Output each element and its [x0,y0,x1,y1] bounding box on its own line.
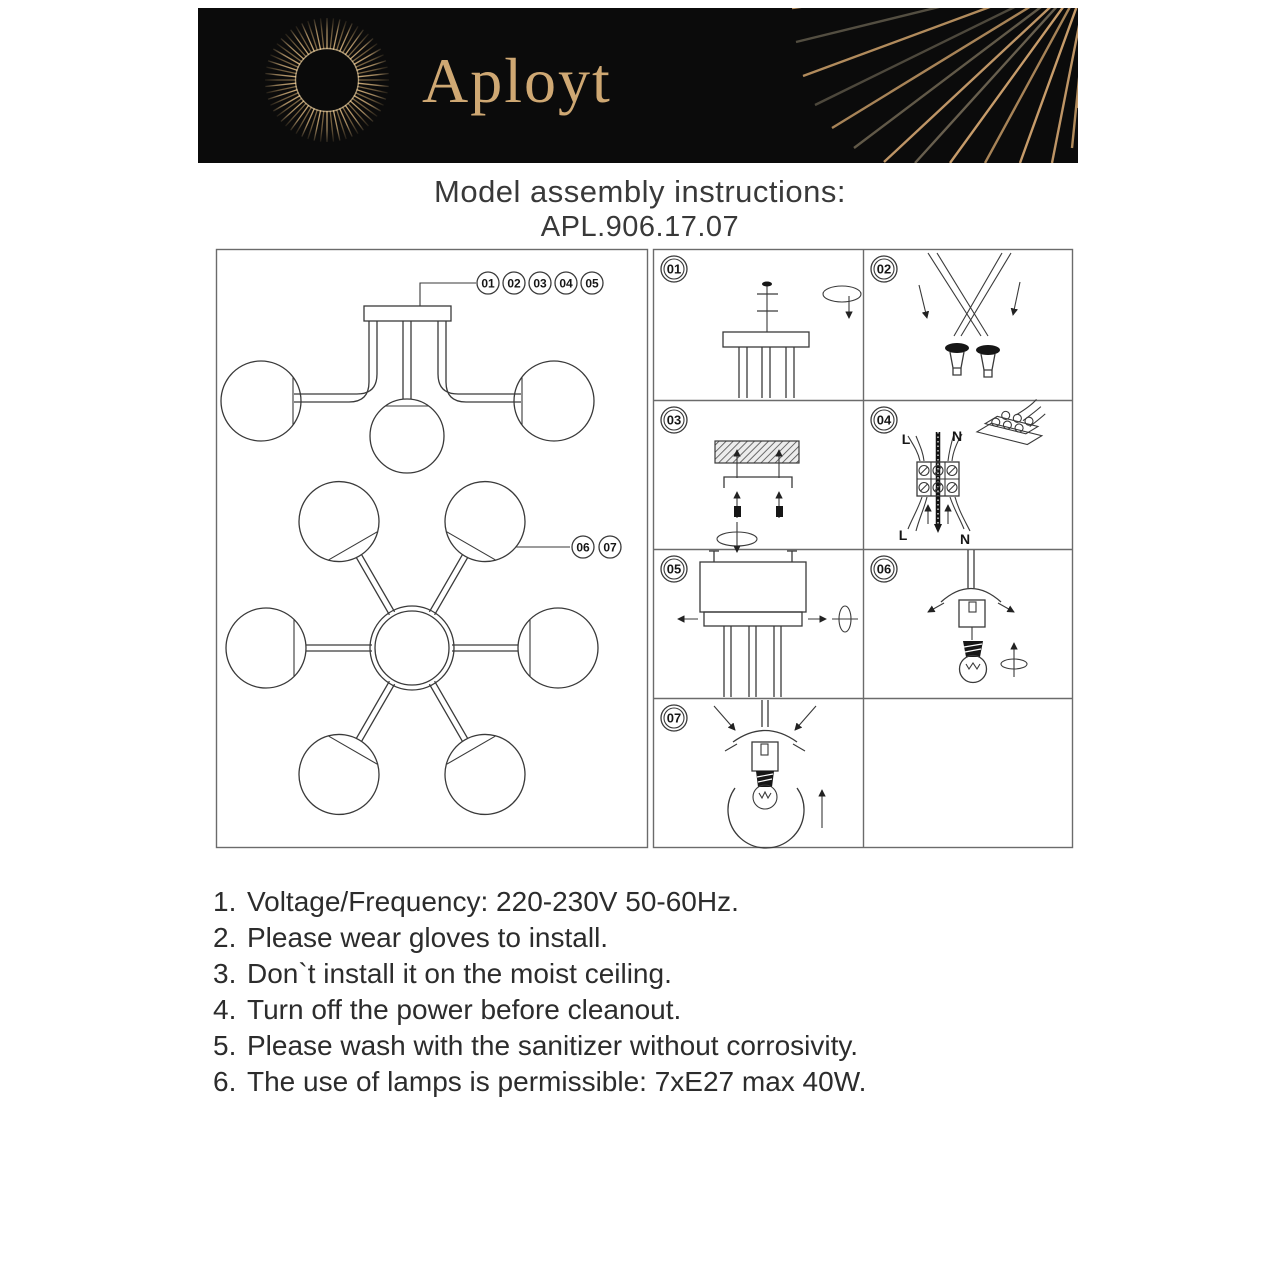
step-02-art [919,253,1020,377]
instruction-number: 3. [213,958,237,989]
lamp-overview-panel [217,250,648,848]
terminal-block-3d [977,387,1050,447]
lamp-socket [959,600,985,627]
step-05-art [678,551,858,697]
svg-text:04: 04 [876,412,892,428]
step-04-art [899,387,1050,547]
globe-shade [221,361,301,441]
step-badge-02 [871,256,897,282]
instruction-text: Please wash with the sanitizer without corrosivity. [247,1030,859,1061]
callout-03: 03 [533,276,547,291]
step-badge-03 [661,407,687,433]
brand-wordmark: Aployt [422,45,612,116]
globe-shade [370,399,444,473]
instruction-text: Please wear gloves to install. [247,922,609,953]
step-01-art [723,282,861,399]
step-badge-05 [661,556,687,582]
svg-text:01: 01 [666,261,682,277]
instruction-text: Don`t install it on the moist ceiling. [247,958,672,989]
callout-01: 01 [481,276,495,291]
instruction-item [213,1028,1113,1064]
svg-text:07: 07 [666,710,682,726]
instruction-text: Turn off the power before cleanout. [247,994,682,1025]
callout-07: 07 [603,540,617,555]
wire-label-live-bottom: L [898,527,908,543]
lamp-side-view [221,272,603,473]
callout-06: 06 [576,540,590,555]
step-03-art [715,441,799,552]
assembly-steps-grid [654,250,1073,848]
instruction-item [213,920,1113,956]
svg-text:02: 02 [876,261,892,277]
step-badge-07 [661,705,687,731]
callout-05: 05 [585,276,599,291]
step-badge-01 [661,256,687,282]
lamp-plan-view [226,467,621,829]
model-number: APL.906.17.07 [540,211,740,243]
light-bulb [960,656,987,683]
instruction-number: 1. [213,886,237,917]
light-bulb [753,785,777,809]
strain-relief-nipple [976,345,1000,377]
ceiling-hub [370,606,454,690]
svg-text:06: 06 [876,561,892,577]
instruction-list [213,884,1113,1100]
step-06-art [928,550,1027,683]
page-title: Model assembly instructions: [434,174,846,209]
instruction-text: The use of lamps is permissible: 7xE27 max 40W. [247,1066,867,1097]
step-badge-04 [871,407,897,433]
instruction-item [213,992,1113,1028]
wire-label-neutral-bottom: N [959,531,971,547]
globe-shade [514,361,594,441]
instruction-item [213,1064,1113,1100]
lamp-socket [752,742,778,771]
callout-02: 02 [507,276,521,291]
step-badge-06 [871,556,897,582]
instruction-item [213,956,1113,992]
strain-relief-nipple [945,343,969,375]
wire-label-live-top: L [901,431,911,447]
svg-text:03: 03 [666,412,682,428]
wire-label-neutral-top: N [951,428,963,444]
svg-text:05: 05 [666,561,682,577]
step-07-art [714,700,822,848]
callout-04: 04 [559,276,573,291]
instruction-number: 2. [213,922,237,953]
instruction-number: 4. [213,994,237,1025]
instruction-item [213,884,1113,920]
shade-callouts [516,536,621,558]
instruction-text: Voltage/Frequency: 220-230V 50-60Hz. [247,886,739,917]
part-callouts [477,272,603,294]
instruction-number: 6. [213,1066,237,1097]
glass-globe [728,788,804,848]
instruction-number: 5. [213,1030,237,1061]
